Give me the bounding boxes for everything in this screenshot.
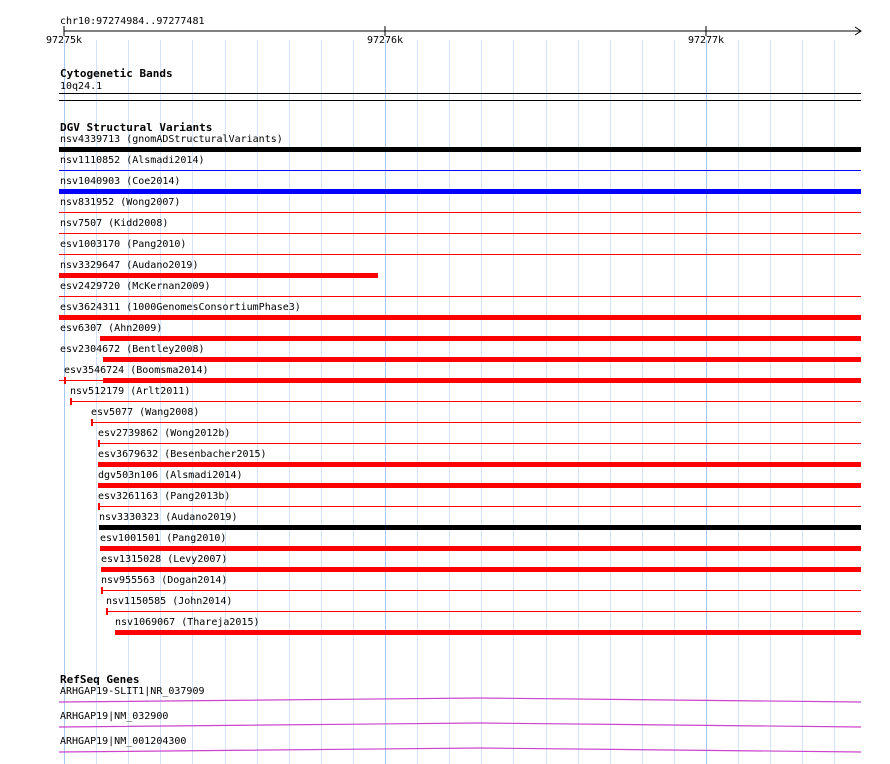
cytoband-track-title: Cytogenetic Bands <box>60 67 173 80</box>
ruler-axis <box>0 24 890 38</box>
variant-bar[interactable] <box>98 483 861 488</box>
variant-label[interactable]: esv2429720 (McKernan2009) <box>60 281 211 292</box>
gene-label[interactable]: ARHGAP19|NM_032900 <box>60 711 169 722</box>
variant-label[interactable]: esv3261163 (Pang2013b) <box>98 491 231 502</box>
variant-label[interactable]: esv2304672 (Bentley2008) <box>60 344 205 355</box>
variant-label[interactable]: esv3546724 (Boomsma2014) <box>64 365 209 376</box>
variant-label[interactable]: nsv3330323 (Audano2019) <box>99 512 238 523</box>
variant-line <box>100 443 861 444</box>
variant-line <box>100 506 861 507</box>
variant-line <box>93 422 861 423</box>
variant-label[interactable]: nsv1110852 (Alsmadi2014) <box>60 155 205 166</box>
variant-bar[interactable] <box>100 546 861 551</box>
refseq-track-title: RefSeq Genes <box>60 673 140 686</box>
gene-models <box>0 690 890 764</box>
gene-model-line <box>59 698 861 702</box>
gene-model-line <box>59 723 861 727</box>
gene-label[interactable]: ARHGAP19|NM_001204300 <box>60 736 187 747</box>
variant-label[interactable]: esv5077 (Wang2008) <box>91 407 200 418</box>
variant-label[interactable]: dgv503n106 (Alsmadi2014) <box>98 470 243 481</box>
variant-bar[interactable] <box>59 315 861 320</box>
variant-bar[interactable] <box>115 630 861 635</box>
variant-bar[interactable] <box>100 336 861 341</box>
variant-bar[interactable] <box>99 525 861 530</box>
variant-bar[interactable] <box>59 233 861 234</box>
track-divider <box>59 100 861 101</box>
variant-bar[interactable] <box>59 273 378 278</box>
variant-label[interactable]: nsv1150585 (John2014) <box>106 596 233 607</box>
variant-bar[interactable] <box>59 254 861 255</box>
gene-label[interactable]: ARHGAP19-SLIT1|NR_037909 <box>60 686 205 697</box>
variant-bar[interactable] <box>59 189 861 194</box>
variant-bar[interactable] <box>101 567 861 572</box>
variant-bar[interactable] <box>103 378 861 383</box>
variant-label[interactable]: nsv3329647 (Audano2019) <box>60 260 199 271</box>
variant-bar[interactable] <box>59 170 861 171</box>
variant-bar[interactable] <box>59 296 861 297</box>
variant-label[interactable]: nsv831952 (Wong2007) <box>60 197 181 208</box>
variant-bar[interactable] <box>103 357 861 362</box>
variant-label[interactable]: nsv1069067 (Thareja2015) <box>115 617 260 628</box>
variant-label[interactable]: esv1003170 (Pang2010) <box>60 239 187 250</box>
variant-label[interactable]: esv2739862 (Wong2012b) <box>98 428 231 439</box>
tick-label: 97276k <box>366 35 404 46</box>
cytoband-line <box>59 93 861 94</box>
variant-line <box>59 380 103 381</box>
variant-bar[interactable] <box>59 147 861 152</box>
variant-line <box>108 611 861 612</box>
variant-label[interactable]: nsv512179 (Arlt2011) <box>70 386 191 397</box>
gene-model-line <box>59 748 861 752</box>
location-label: chr10:97274984..97277481 <box>60 16 205 27</box>
cytoband-label: 10q24.1 <box>60 81 103 92</box>
variant-label[interactable]: esv1001501 (Pang2010) <box>100 533 227 544</box>
tick-label: 97277k <box>687 35 725 46</box>
variant-bar[interactable] <box>59 212 861 213</box>
variant-label[interactable]: nsv7507 (Kidd2008) <box>60 218 169 229</box>
variant-label[interactable]: esv3624311 (1000GenomesConsortiumPhase3) <box>60 302 301 313</box>
variant-label[interactable]: esv1315028 (Levy2007) <box>101 554 228 565</box>
variant-bar[interactable] <box>98 462 861 467</box>
variant-label[interactable]: nsv955563 (Dogan2014) <box>101 575 228 586</box>
variant-label[interactable]: esv6307 (Ahn2009) <box>60 323 163 334</box>
dgv-track-title: DGV Structural Variants <box>60 121 213 134</box>
variant-label[interactable]: esv3679632 (Besenbacher2015) <box>98 449 267 460</box>
variant-line <box>72 401 861 402</box>
tick-label: 97275k <box>45 35 83 46</box>
variant-line <box>103 590 861 591</box>
variant-label[interactable]: nsv4339713 (gnomADStructuralVariants) <box>60 134 283 145</box>
variant-label[interactable]: nsv1040903 (Coe2014) <box>60 176 181 187</box>
